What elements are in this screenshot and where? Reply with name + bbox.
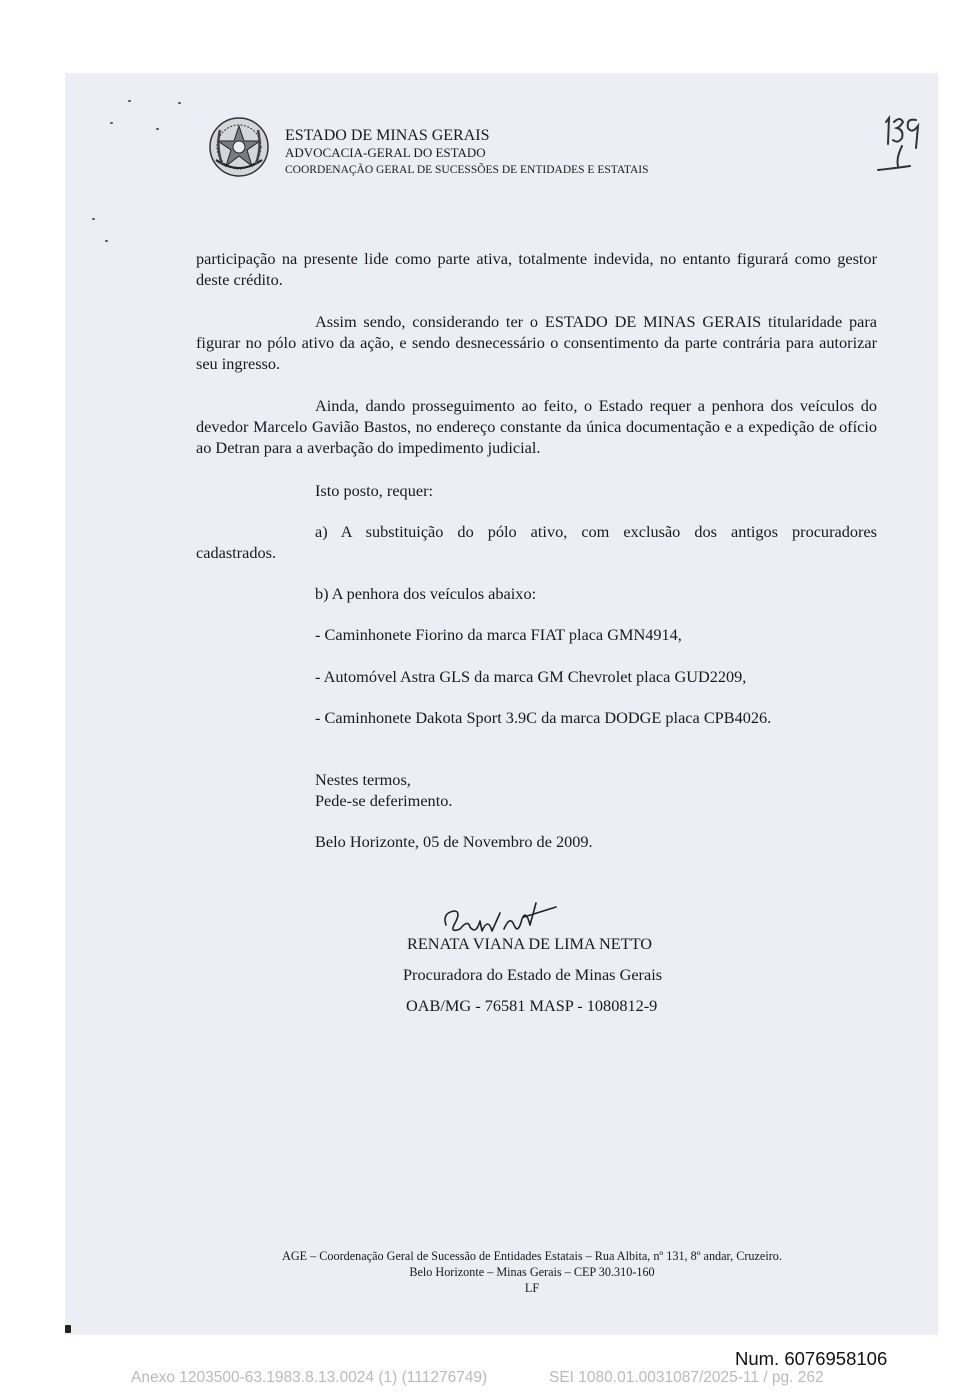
paragraph-1: participação na presente lide como parte ativa, totalmente indevida, no entanto figurará como gestor deste crédito. [196, 249, 877, 289]
paragraph-3: Ainda, dando prosseguimento ao feito, o Estado requer a penhora dos veículos do devedor Marcelo Gavião Bastos, no endereço constante da única documentação e a expedição de ofício ao Detran para a averbação do impedimento judicial. [196, 396, 877, 457]
vehicle-item: - Caminhonete Fiorino da marca FIAT placa GMN4914, [315, 625, 682, 644]
header-coordination: COORDENAÇÃO GERAL DE SUCESSÕES DE ENTIDADES E ESTATAIS [285, 164, 649, 176]
signer-name: RENATA VIANA DE LIMA NETTO [407, 934, 653, 953]
date-line: Belo Horizonte, 05 de Novembro de 2009. [315, 832, 593, 851]
paragraph-2: Assim sendo, considerando ter o ESTADO DE MINAS GERAIS titularidade para figurar no pólo ativo da ação, e sendo desnecessário o consentimento da parte contrária para autorizar seu ingresso. [196, 312, 877, 373]
handwritten-folio-number [876, 108, 926, 180]
scan-speck [128, 100, 131, 102]
scan-speck [110, 122, 113, 124]
closing-line-2: Pede-se deferimento. [315, 791, 453, 810]
annex-reference: Anexo 1203500-63.1983.8.13.0024 (1) (111276749) [131, 1369, 488, 1386]
footer-address-line-1: AGE – Coordenação Geral de Sucessão de Entidades Estatais – Rua Albita, nº 131, 8º andar, Cruzeiro. [282, 1249, 782, 1263]
footer-initials: LF [524, 1281, 540, 1295]
closing-line-1: Nestes termos, [315, 770, 411, 789]
vehicle-item: - Automóvel Astra GLS da marca GM Chevrolet placa GUD2209, [315, 667, 747, 686]
request-item-b: b) A penhora dos veículos abaixo: [315, 584, 537, 603]
state-seal-icon [208, 116, 270, 178]
signer-role: Procuradora do Estado de Minas Gerais [403, 965, 663, 984]
header-state: ESTADO DE MINAS GERAIS [285, 127, 490, 144]
paragraph-request-intro: Isto posto, requer: [315, 481, 434, 500]
scan-speck [178, 102, 181, 104]
footer-address-line-2: Belo Horizonte – Minas Gerais – CEP 30.310-160 [409, 1265, 655, 1279]
request-item-a-continuation: cadastrados. [196, 543, 277, 562]
scan-speck [92, 218, 95, 220]
scan-speck [65, 1325, 71, 1333]
letterhead [208, 116, 678, 182]
request-item-a: a) A substituição do pólo ativo, com exclusão dos antigos procuradores [315, 522, 877, 541]
scan-speck [105, 240, 108, 242]
document-number-stamp: Num. 6076958106 [735, 1348, 888, 1369]
sei-page-reference: SEI 1080.01.0031087/2025-11 / pg. 262 [549, 1369, 824, 1386]
signer-registration: OAB/MG - 76581 MASP - 1080812-9 [406, 996, 658, 1015]
header-agency: ADVOCACIA-GERAL DO ESTADO [285, 145, 486, 160]
vehicle-item: - Caminhonete Dakota Sport 3.9C da marca DODGE placa CPB4026. [315, 708, 772, 727]
scan-speck [156, 128, 159, 130]
